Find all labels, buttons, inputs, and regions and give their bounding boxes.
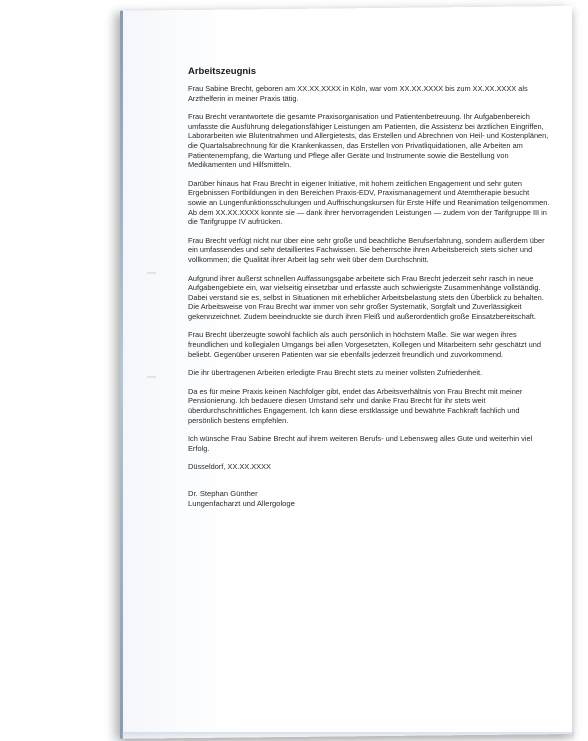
document-title: Arbeitszeugnis bbox=[188, 66, 257, 77]
paragraph-conduct: Frau Brecht überzeugte sowohl fachlich als auch persönlich in höchstem Maße. Sie war wegen ihres freundlichen und kollegialen Umgangs bei allen Vorgesetzten, Kollegen und Mitarbeitern sehr geschätzt und beliebt. Gegenüber unseren Patienten war sie ebenfalls jederzeit freundlich und zuvorkommend. bbox=[188, 330, 541, 359]
paragraph-termination: Da es für meine Praxis keinen Nachfolger gibt, endet das Arbeitsverhältnis von Frau Brecht mit meiner Pensionierung. Ich bedauere diesen Umstand sehr und danke Frau Brecht für ihr stets weit überdurchschnittliches Engagement. Ich kann diese erstklassige und bewährte Fachkraft fachlich und persönlich bestens empfehlen. bbox=[188, 386, 523, 425]
page-reflection bbox=[122, 732, 574, 741]
paragraph-training: Darüber hinaus hat Frau Brecht in eigener Initiative, mit hohem zeitlichen Engagement und sehr guten Ergebnissen Fortbildungen in den Bereichen Praxis-EDV, Praxismanagement und Atemtherapie besucht sowie an Lungenfunktionsschulungen und Auffrischungskursen für Erste Hilfe und Reanimation teilgenommen. Ab dem XX.XX.XXXX konnte sie — dank ihrer hervorragenden Leistungen — zudem von der Tarifgruppe III in die Tarifgruppe IV aufrücken. bbox=[188, 178, 550, 227]
paragraph-wishes: Ich wünsche Frau Sabine Brecht auf ihrem weiteren Berufs- und Lebensweg alles Gute und weiterhin viel Erfolg. bbox=[188, 434, 533, 453]
punch-mark bbox=[147, 376, 156, 377]
signature-title: Lungenfacharzt und Allergologe bbox=[188, 498, 295, 508]
date-line: Düsseldorf, XX.XX.XXXX bbox=[188, 462, 271, 472]
paragraph-satisfaction: Die ihr übertragenen Arbeiten erledigte Frau Brecht stets zu meiner vollsten Zufriedenheit. bbox=[188, 368, 483, 378]
paragraph-intro: Frau Sabine Brecht, geboren am XX.XX.XXXX in Köln, war vom XX.XX.XXXX bis zum XX.XX.XXXX als Arzthelferin in meiner Praxis tätig. bbox=[188, 84, 528, 103]
paragraph-duties: Frau Brecht verantwortete die gesamte Praxisorganisation und Patientenbetreuung. Ihr Aufgabenbereich umfasste die Ausführung delegationsfähiger Leistungen am Patienten, die Assistenz bei ärztlichen Eingriffen, Laborarbeiten wie Blutentnahmen und Allergietests, das Erstellen und Abrechnen von Heil- und Kostenplänen, die Quartalsabrechnung für die Krankenkassen, das Erstellen von Privatliquidationen, alle Arbeiten am Patientenempfang, die Wartung und Pflege aller Geräte und Instrumente sowie die Bestellung von Medikamenten und Hilfsmitteln. bbox=[188, 112, 549, 170]
paragraph-work-style: Aufgrund ihrer äußerst schnellen Auffassungsgabe arbeitete sich Frau Brecht jederzeit sehr rasch in neue Aufgabengebiete ein, war vielseitig einsetzbar und erfasste auch schwierigste Zusammenhänge vollständig. Dabei verstand sie es, selbst in Situationen mit erheblicher Arbeitsbelastung stets den Überblick zu behalten. Die Arbeitsweise von Frau Brecht war immer von sehr großer Systematik, Sorgfalt und Zuverlässigkeit gekennzeichnet. Zudem beeindruckte sie durch ihren Fleiß und außerordentlich große Einsatzbereitschaft. bbox=[188, 273, 544, 321]
letter-content bbox=[188, 66, 550, 509]
page-edge bbox=[120, 11, 123, 739]
paragraph-expertise: Frau Brecht verfügt nicht nur über eine sehr große und beachtliche Berufserfahrung, sondern außerdem über ein umfassendes und sehr detailliertes Fachwissen. Sie beherrschte ihren Arbeitsbereich stets sicher und vollkommen; die Qualität ihrer Arbeit lag sehr weit über dem Durchschnitt. bbox=[188, 235, 545, 264]
fold-mark bbox=[147, 272, 156, 273]
signature-name: Dr. Stephan Günther bbox=[188, 489, 258, 498]
